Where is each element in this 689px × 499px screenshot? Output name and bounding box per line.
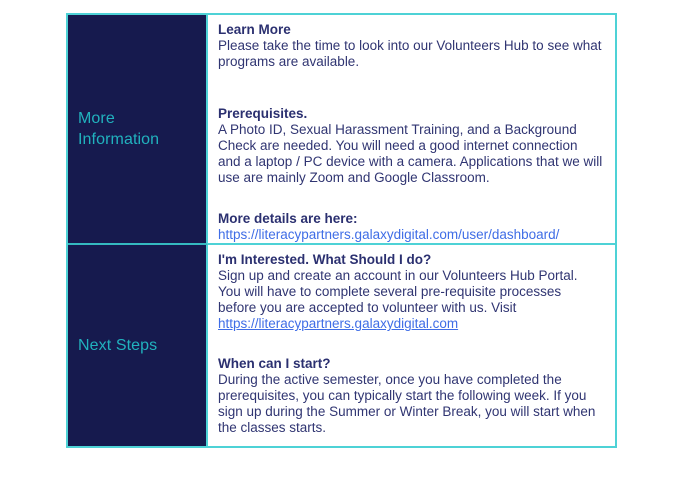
content-cell-next-steps bbox=[208, 245, 615, 446]
learn-more-body: Please take the time to look into our Volunteers Hub to see what programs are available. bbox=[218, 38, 602, 69]
row-label-cell-more-information bbox=[68, 15, 208, 245]
dashboard-link[interactable]: https://literacypartners.galaxydigital.com/user/dashboard/ bbox=[218, 227, 560, 242]
im-interested-body: Sign up and create an account in our Volunteers Hub Portal. You will have to complete several pre-requisite processes before you are accepted to volunteer with us. Visit bbox=[218, 268, 578, 315]
row-label-cell-next-steps bbox=[68, 245, 208, 446]
more-details-heading: More details are here: bbox=[218, 211, 358, 226]
row-label-more-information: More Information bbox=[78, 110, 160, 148]
section-prerequisites bbox=[218, 106, 603, 186]
section-when-can-i-start bbox=[218, 356, 603, 436]
im-interested-heading: I'm Interested. What Should I do? bbox=[218, 252, 432, 267]
when-can-i-start-body: During the active semester, once you have completed the prerequisites, you can typically start the following week. If you sign up during the Summer or Winter Break, you will start when the classes starts. bbox=[218, 372, 596, 435]
prerequisites-body: A Photo ID, Sexual Harassment Training, and a Background Check are needed. You will need a good internet connection and a laptop / PC device with a camera. Applications that we will use are mainly Zoom and Google Classroom. bbox=[218, 122, 603, 185]
prerequisites-heading: Prerequisites. bbox=[218, 106, 308, 121]
section-more-details bbox=[218, 211, 603, 243]
learn-more-heading: Learn More bbox=[218, 22, 291, 37]
volunteers-hub-portal-link[interactable]: https://literacypartners.galaxydigital.com bbox=[218, 316, 459, 331]
info-table bbox=[66, 13, 617, 448]
row-label-next-steps: Next Steps bbox=[78, 337, 158, 354]
section-learn-more bbox=[218, 22, 603, 70]
content-cell-more-information bbox=[208, 15, 615, 245]
section-im-interested bbox=[218, 252, 603, 332]
when-can-i-start-heading: When can I start? bbox=[218, 356, 331, 371]
